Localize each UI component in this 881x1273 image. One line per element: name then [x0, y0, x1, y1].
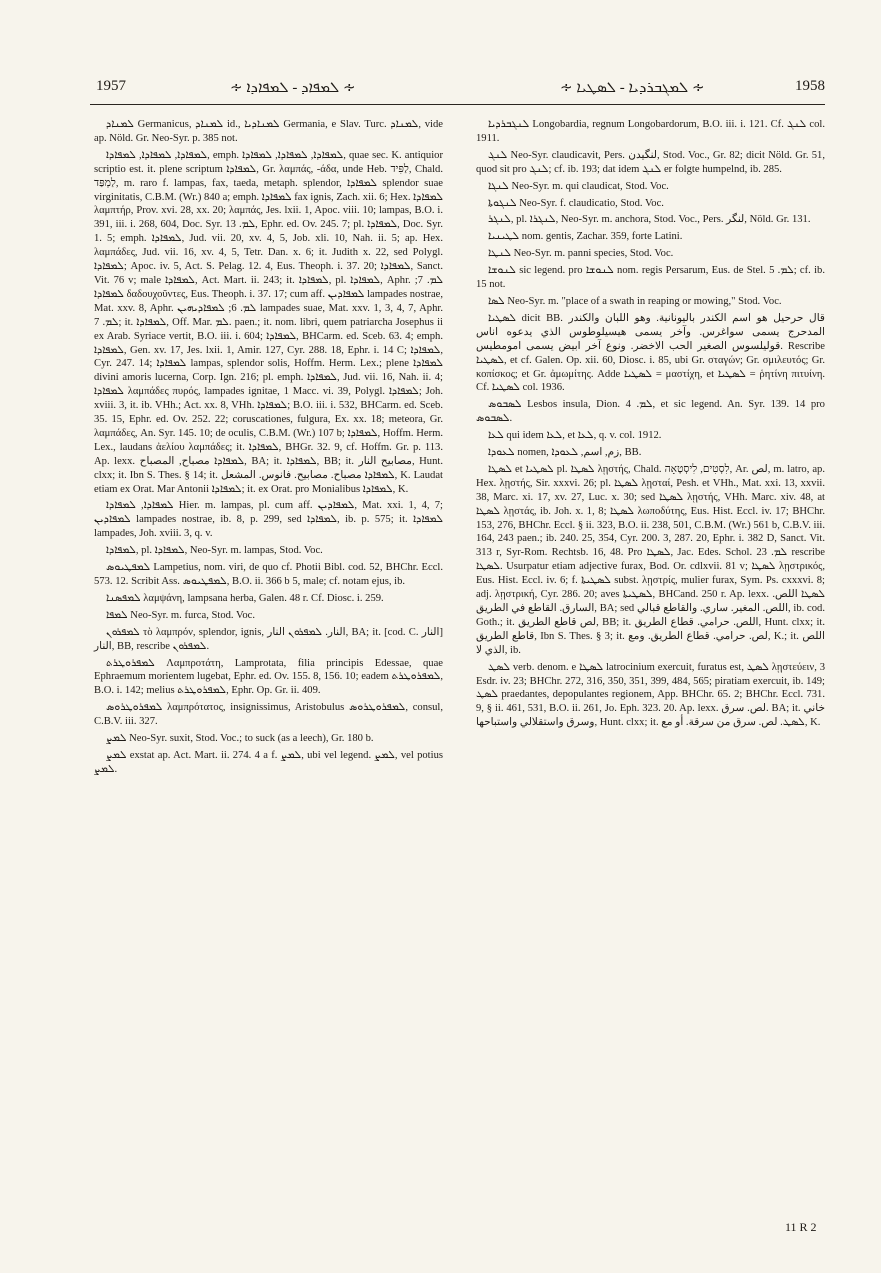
right-page-number: 1958: [795, 78, 825, 94]
entry-qui-idem: ܠܥܐ qui idem ܠܥܐ, et ܠܥܐ, q. v. col. 1912.: [488, 430, 662, 442]
entry-lampas-hier: ܠܡܦܐܕܐ, ܠܡܦܐܕܐ Hier. m. lampas, pl. cum aff. ܠܡܦܐܕܝܢ, Mat. xxi. 1, 4, 7; ܠܡܦܐܕܝܢ lampades nostrae, ib. 8, p. 299, sed ܠܡܦܐܕܐ, ib. p. 575; it. ܠܡܦܐܕܐ lampades, Joh. xviii. 3, q. v.: [94, 500, 444, 540]
entry-lesbos: ܠܣܒܘܣ Lesbos insula, Dion. ܠܡ. 4, et sic legend. An. Syr. 139. 14 pro ܠܣܒܘܣ.: [476, 399, 825, 425]
entry-lampron: ܠܡܦܪܘܢ τὸ λαμπρόν, splendor, ignis, النار. ܠܡܦܪܘܢ النار, BA; it. [cod. C. النار] النار, BB, rescribe ܠܡܦܪܘܢ.: [94, 626, 443, 652]
right-running-head: ∻ ܠܡܓܒܪܕܝܐ - ܠܣܛܝܐ ∻: [560, 80, 705, 96]
entry-suxit: ܠܡܨ Neo-Syr. suxit, Stod. Voc.; to suck (as a leech), Gr. 180 b.: [106, 733, 374, 745]
entry-latro: ܠܣܛܐ et ܠܣܛܝܐ pl. ܠܣܛܐ λῃστής, Chald. לִסְטִים, לִיסְטָאָה, Ar. لص, m. latro, ap. Hex. λῃστής, Sir. xxxvi. 26; pl. ܠܣܛܐ λῃσταί, Pesh. et VHh., Mat. xxi. 13, xxvii. 38, Marc. xi. 17, xv. 27, Luc. x. 30; sed ܠܣܛܐ λῃστής, VHh. Marc. xiv. 48, at ܠܣܛܐ λῃστάς, ib. Joh. x. 1, 8; ܠܣܛܐ λωποδύτης, Eus. Hist. Eccl. iv. 17; BHChr. 153, 276, BHChr. Eccl. § ii. 323, B.O. ii. 238, 501, C.B.M. (Wr.) 561 b, C.B.V. iii. 164, 243 paen.; ib. 240. 25, 354, Cyr. 200. 3, 287. 20, Ephr. i. 382 D, Sanct. Vit. 313 r, Syr-Rom. Rechtsb. 16, 48. Pro ܠܣܛܐ, Jac. Edes. Schol. ܠܡ. 23 rescribe ܠܣܛܐ. Usurpatur etiam adjective furax, Bod. Or. cdlxvii. 81 v; ܠܣܛܐ λῃστρικός, Eus. Hist. Eccl. iv. 6; f. ܠܣܛܝܬܐ subst. λῃστρίς, mulier furax, Sym. Ps. cxxxvi. 8; adj. λῃστρική, Cyr. 286. 20; aves ܠܣܛܝܬܐ, BHCand. 250 r. Ap. lexx. ܠܣܛܐ اللص. السارق. القاطع في الطريق, BA; sed اللص. المغير. ساري. والقاطع قبالي, ib. cod. Goth.; it. لص قاطع الطريق, BB; it. اللص. حرامي. قطاع الطريق, Hunt. clxx; it. قاطع الطريق, Ibn S. Thes. § 3; it. لص. حرامي. قطاع الطريق. ومع, K.; it. اللص الذي لا, ib.: [476, 463, 826, 656]
entry-swath: ܠܣܐ Neo-Syr. m. "place of a swath in reaping or mowing," Stod. Voc.: [488, 295, 782, 307]
entry-claudicatio: ܠܢܓܘܬܐ Neo-Syr. f. claudicatio, Stod. Voc.: [488, 197, 664, 209]
entry-lampsana: ܠܡܦܣܢܐ λαμψάνη, lampsana herba, Galen. 48 r. Cf. Diosc. i. 259.: [106, 592, 384, 604]
running-header: [90, 78, 825, 100]
entry-claudicavit: ܠܢܓ Neo-Syr. claudicavit, Pers. لنگيدن, Stod. Voc., Gr. 82; dicit Nöld. Gr. 51, quod sit pro ܠܢܓ; cf. ib. 193; dat idem ܠܢܓ er folgte humpelnd, ib. 285.: [476, 149, 825, 175]
entry-longobardia: ܠܢܓܒܪܕܝܐ Longobardia, regnum Longobardorum, B.O. iii. i. 121. Cf. ܠܢܓ col. 1911.: [476, 119, 825, 144]
entry-germanicus: ܠܡܢܐܕ Germanicus, ܠܡܢܐܕ id., ܠܡܢܐܕܝܐ Germania, e Slav. Turc. ܠܡܢܐܕ, vide ap. Nöld. Gr. Neo-Syr. p. 385 not.: [94, 119, 443, 144]
header-rule: [90, 104, 825, 105]
left-page-number: 1957: [96, 78, 126, 94]
right-column: [476, 118, 825, 733]
entry-lampetius: ܠܡܦܛܝܘܣ Lampetius, nom. viri, de quo cf. Photii Bibl. cod. 52, BHChr. Eccl. 573. 12. Scribit Ass. ܠܡܦܛܝܘܣ, B.O. ii. 366 b 5, male; cf. notam ejus, ib.: [94, 562, 443, 587]
entry-lamprotata: ܠܡܦܪܘܛܪܬ Λαμπροτάτη, Lamprotata, filia principis Edessae, quae Ephraemum morientem lugebat, Ephr. ed. Ov. 155. 8, 156. 10; eadem ܠܡܦܪܘܛܪܬ, B.O. i. 142; melius ܠܡܦܪܘܛܪܬ, Ephr. Op. Gr. ii. 409.: [94, 657, 443, 697]
left-running-head: ∻ ܠܡܦܐܕ - ܠܡܦܐܕܐ ∻: [230, 80, 356, 96]
entry-nomen: ܠܥܘܕܐ nomen, زم, اسم, ܠܥܘܕܐ, BB.: [488, 447, 642, 459]
entry-regis-persarum: ܠܢܘܫܐ sic legend. pro ܠܢܘܫܐ nom. regis Persarum, Eus. de Stel. ܠܡ. 5; cf. ib. 15 not.: [476, 265, 825, 291]
entry-panni-species: ܠܢܛܐ Neo-Syr. m. panni species, Stod. Voc.: [488, 248, 674, 260]
entry-bb-arabic: ܠܣܛܝܐ dicit BB. قال حرحيل هو اسم الكندر باليونانية. وهو اللبان والكندر المدحرج يسمى سواغرس. وآخر يسمى هيسيلوطوس الذي يدعوه اناس قوليلسوس الصغير الحب الاخضر. ونوع آخر ابيض يسمى امومطيس. Rescribe ܠܣܛܝܐ, et cf. Galen. Op. xii. 60, Diosc. i. 85, ubi Gr. σταγών; Gr. σμιλευτός; Gr. κοπίσκος; et Gr. ἀμωμίτης. Adde ܠܣܛܝܐ = μαστίχη, et ܠܣܛܝܐ = ῥητίνη πιτυίνη. Cf. ܠܣܛܝܐ col. 1936.: [476, 312, 826, 394]
entry-lamprotatos: ܠܡܦܪܘܛܪܘܣ λαμπρότατος, insignissimus, Aristobulus ܠܡܦܪܘܛܪܘܣ, consul, C.B.V. iii. 327.: [94, 702, 443, 728]
entry-qui-claudicat: ܠܢܓܐ Neo-Syr. m. qui claudicat, Stod. Voc.: [488, 180, 669, 192]
entry-lampas-neo-syr: ܠܡܦܐܕܐ, pl. ܠܡܦܐܕܐ, Neo-Syr. m. lampas, Stod. Voc.: [106, 545, 323, 557]
entry-lampas: ܠܡܦܐܕܐ, ܠܡܦܐܕܐ, ܠܡܦܐܕܐ, emph. ܠܡܦܐܕܐ, ܠܡܦܐܕܐ, ܠܡܦܐܕܐ, quae sec. K. antiquior scriptio est. it. plene scriptum ܠܡܦܐܕܐ, Gr. λαμπάς, -άδα, unde Heb. לַפִּיד, Chald. לַמְפַּד, m. raro f. lampas, fax, taeda, metaph. splendor, ܠܡܦܐܕܐ splendor suae virginitatis, C.B.M. (Wr.) 840 a; emph. ܠܡܦܐܕܐ fax ignis, Zach. xii. 6; Hex. ܠܡܦܐܕܐ λαμπτήρ, Prov. xvi. 28, xx. 20; λαμπάς, Jes. lxii. 1, Apoc. viii. 10; lampas, B.O. i. 391, iii. i. 268, 604, Doc. Syr. ܠܡ. 13, Ephr. ed. Ov. 245. 7; pl. ܠܡܦܐܕܐ, Doc. Syr. 1. 5; emph. ܠܡܦܐܕܐ, Jud. vii. 20, xv. 4, 5, Job. xli. 10, Nah. ii. 5; ap. Hex. λαμπάδες, Jud. vii. 16, xv. 4, 5, Tetr. Dan. x. 6; it. Judith x. 22, sed Polygl. ܠܡܦܐܕܐ; Apoc. iv. 5, Act. S. Pelag. 12. 4, Eus. Theoph. i. 37. 20; ܠܡܦܐܕܐ, Sanct. Vit. 76 v; male ܠܡܦܐܕܐ, Act. Mart. ii. 243; it. ܠܡܦܐܕܐ, pl. ܠܡܦܐܕܐ, Aphr. ܠܡ. 7; ܠܡܦܐܕܐ δαδουχοῦντες, Eus. Theoph. i. 37. 17; cum aff. ܠܡܦܐܕܝܢ lampades nostrae, Mat. xxv. 8, Aphr. ܠܡ. 6; ܠܡܦܐܕܝܗܝܢ lampades suae, Mat. xxv. 1, 3, 4, 7, Aphr. ܠܡ. 7; it. ܠܡܦܐܕܐ, Off. Mar. ܠܡ. paen.; it. nom. libri, quem patriarcha Josephus ii ex Arab. Syriace vertit, B.O. iii. i. 604; ܠܡܦܐܕܐ, BHCarm. ed. Sceb. 63. 4; emph. ܠܡܦܐܕܐ, Gen. xv. 17, Jes. lxii. 1, Amir. 127, Cyr. 288. 18, Ephr. i. 14 C; ܠܡܦܐܕܐ, Cyr. 247. 14; ܠܡܦܐܕܐ lampas, splendor solis, Hoffm. Herm. Lex.; plene ܠܡܦܐܕܐ divini amoris lucerna, Corp. Ign. 216; pl. emph. ܠܡܦܐܕܐ, Jud. vii. 16, Nah. ii. 4; ܠܡܦܐܕܐ λαμπάδες πυρός, lampades ignitae, 1 Macc. vi. 39, Polygl. ܠܡܦܐܕܐ; Joh. xviii. 3, it. ib. VHh.; Act. xx. 8, VHh. ܠܡܦܐܕܐ; B.O. iii. i. 532, BHCarm. ed. Sceb. 35. 15, Ephr. ed. Ov. 252. 22; coruscationes, fulgura, Ex. xx. 18; meteora, Gr. λαμπάδες, An. Syr. 145. 10; de oculis, C.B.M. (Wr.) 107 b; ܠܡܦܐܕܐ, Hoffm. Herm. Lex., laudans ἀελίου λαμπάδες; it. ܠܡܦܐܕܐ, BHGr. 32. 9, cf. Hoffm. Gr. p. 113. Ap. lexx. ܠܡܦܐܕܐ مصباح, المصباح, BA; it. ܠܡܦܐܕܐ, BB; it. مصابيح النار, Hunt. clxx; it. Ibn S. Thes. § 14; it. ܠܡܦܐܕܐ مصباح. مصابيح. فانوس. المشعل, K. Laudat etiam ex Orat. Mar Antonii ܠܡܦܐܕܐ; it. ex Orat. pro Monialibus ܠܡܦܐܕܐ, K.: [94, 149, 444, 495]
signature-mark: 11 R 2: [785, 1220, 817, 1234]
entry-latini: ܠܛܝܢܝܐ nom. gentis, Zachar. 359, forte Latini.: [488, 231, 683, 243]
left-column: [94, 118, 443, 780]
entry-latrocinium: ܠܣܛ verb. denom. e ܠܣܛܐ latrocinium exercuit, furatus est, ܠܣܛ λῃστεύειν, 3 Esdr. iv. 23; BHChr. 272, 316, 350, 351, 399, 484, 565; piratiam exercuit, ib. 149; ܠܣܛ praedantes, depopulantes regionem, App. BHChr. 65. 2; BHChr. Eccl. 731. 9, § ii. 461, 531, B.O. ii. 261, Jo. Eph. 323. 20. Ap. lexx. لص. سرق. BA; it. خاني وسرق واستقلالي واستباحها, Hunt. clxx; it. ܠܣܛ. لص. سرق من سرقة. أو مع, K.: [476, 661, 826, 729]
entry-furca: ܠܡܦܐ Neo-Syr. m. furca, Stod. Voc.: [106, 609, 255, 621]
entry-anchora: ܠܢܓܪ, pl. ܠܢܓܪܐ, Neo-Syr. m. anchora, Stod. Voc., Pers. لنگر, Nöld. Gr. 131.: [488, 214, 811, 226]
entry-exstat: ܠܡܨ exstat ap. Act. Mart. ii. 274. 4 a f. ܠܡܨ, ubi vel legend. ܠܡܨ, vel potius ܠܡܨ.: [94, 749, 443, 775]
